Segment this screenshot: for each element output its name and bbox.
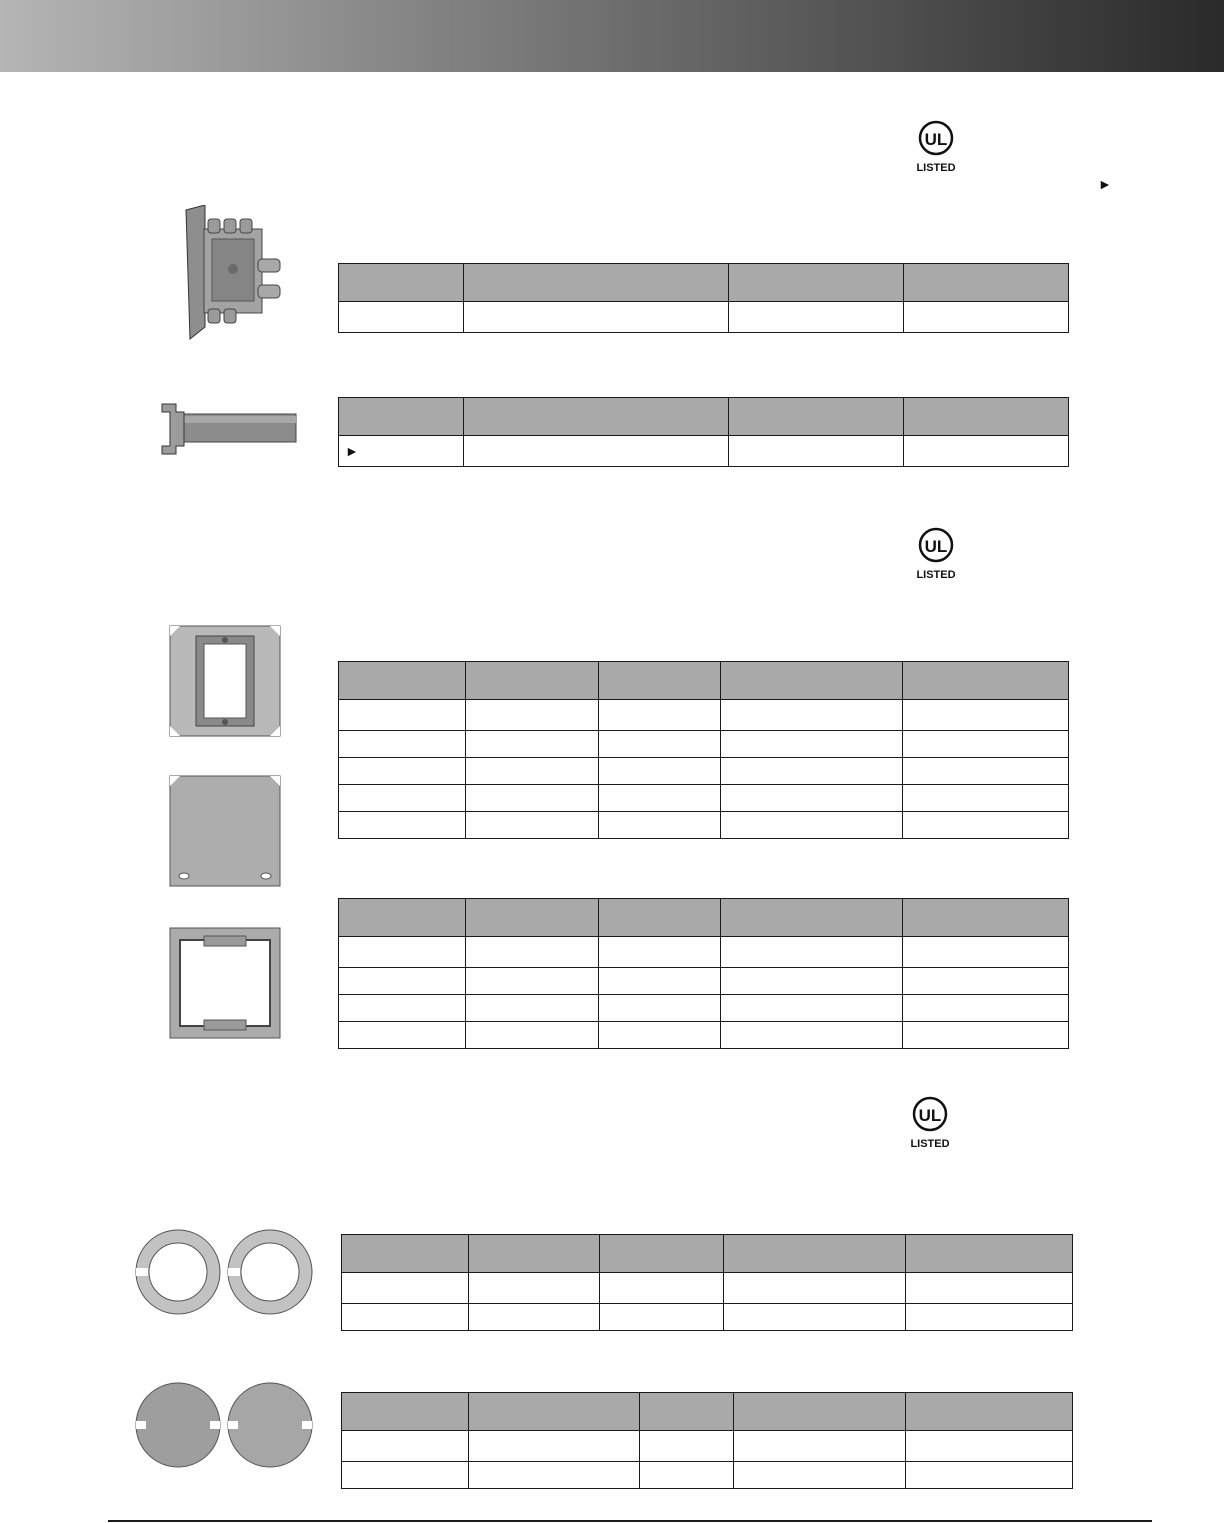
mounting-bracket-image: [160, 400, 300, 458]
ul-letters: UL: [924, 130, 948, 149]
table-header-row: [339, 398, 1069, 436]
square-cover-spec-table: [338, 661, 1069, 839]
ul-letters: UL: [918, 1106, 942, 1125]
table-row: [339, 785, 1069, 812]
bracket-spec-table: [338, 397, 1069, 467]
box-spec-table: [338, 263, 1069, 333]
round-plaster-rings-image: [134, 1226, 318, 1318]
table-row: [339, 968, 1069, 995]
table-header-row: [339, 662, 1069, 700]
ul-listed-label: LISTED: [916, 162, 956, 174]
table-header-row: [342, 1393, 1073, 1431]
table-row: [339, 1022, 1069, 1049]
table-row: [339, 700, 1069, 731]
table-header-row: [339, 264, 1069, 302]
table-row: [339, 302, 1069, 333]
round-cover-spec-table: [341, 1392, 1073, 1489]
arrow-marker-icon: ►: [1098, 176, 1112, 192]
ul-listed-logo: [909, 1096, 951, 1148]
ul-letters: UL: [924, 537, 948, 556]
table-row: [342, 1273, 1073, 1304]
table-row: [342, 1462, 1073, 1489]
ul-listed-logo: [915, 120, 957, 172]
table-row: [342, 1431, 1073, 1462]
table-row: [339, 758, 1069, 785]
table-row: [339, 812, 1069, 839]
square-blank-cover-image: [168, 774, 282, 888]
header-gradient-band: [0, 0, 1224, 72]
table-header-row: [339, 899, 1069, 937]
table-row: [339, 995, 1069, 1022]
round-blank-covers-image: [134, 1380, 318, 1470]
footer-rule: [108, 1520, 1152, 1522]
two-device-ring-image: [168, 926, 282, 1040]
junction-box-image: [160, 205, 290, 343]
single-device-ring-image: [168, 624, 282, 738]
ul-listed-label: LISTED: [916, 569, 956, 581]
table-header-row: [342, 1235, 1073, 1273]
table-row: [339, 937, 1069, 968]
row-arrow-icon: ►: [345, 443, 359, 459]
table-row: [339, 436, 1069, 467]
round-ring-spec-table: [341, 1234, 1073, 1331]
table-row: [339, 731, 1069, 758]
table-row: [342, 1304, 1073, 1331]
square-ring-spec-table: [338, 898, 1069, 1049]
ul-listed-logo: [915, 527, 957, 579]
ul-listed-label: LISTED: [910, 1138, 950, 1150]
